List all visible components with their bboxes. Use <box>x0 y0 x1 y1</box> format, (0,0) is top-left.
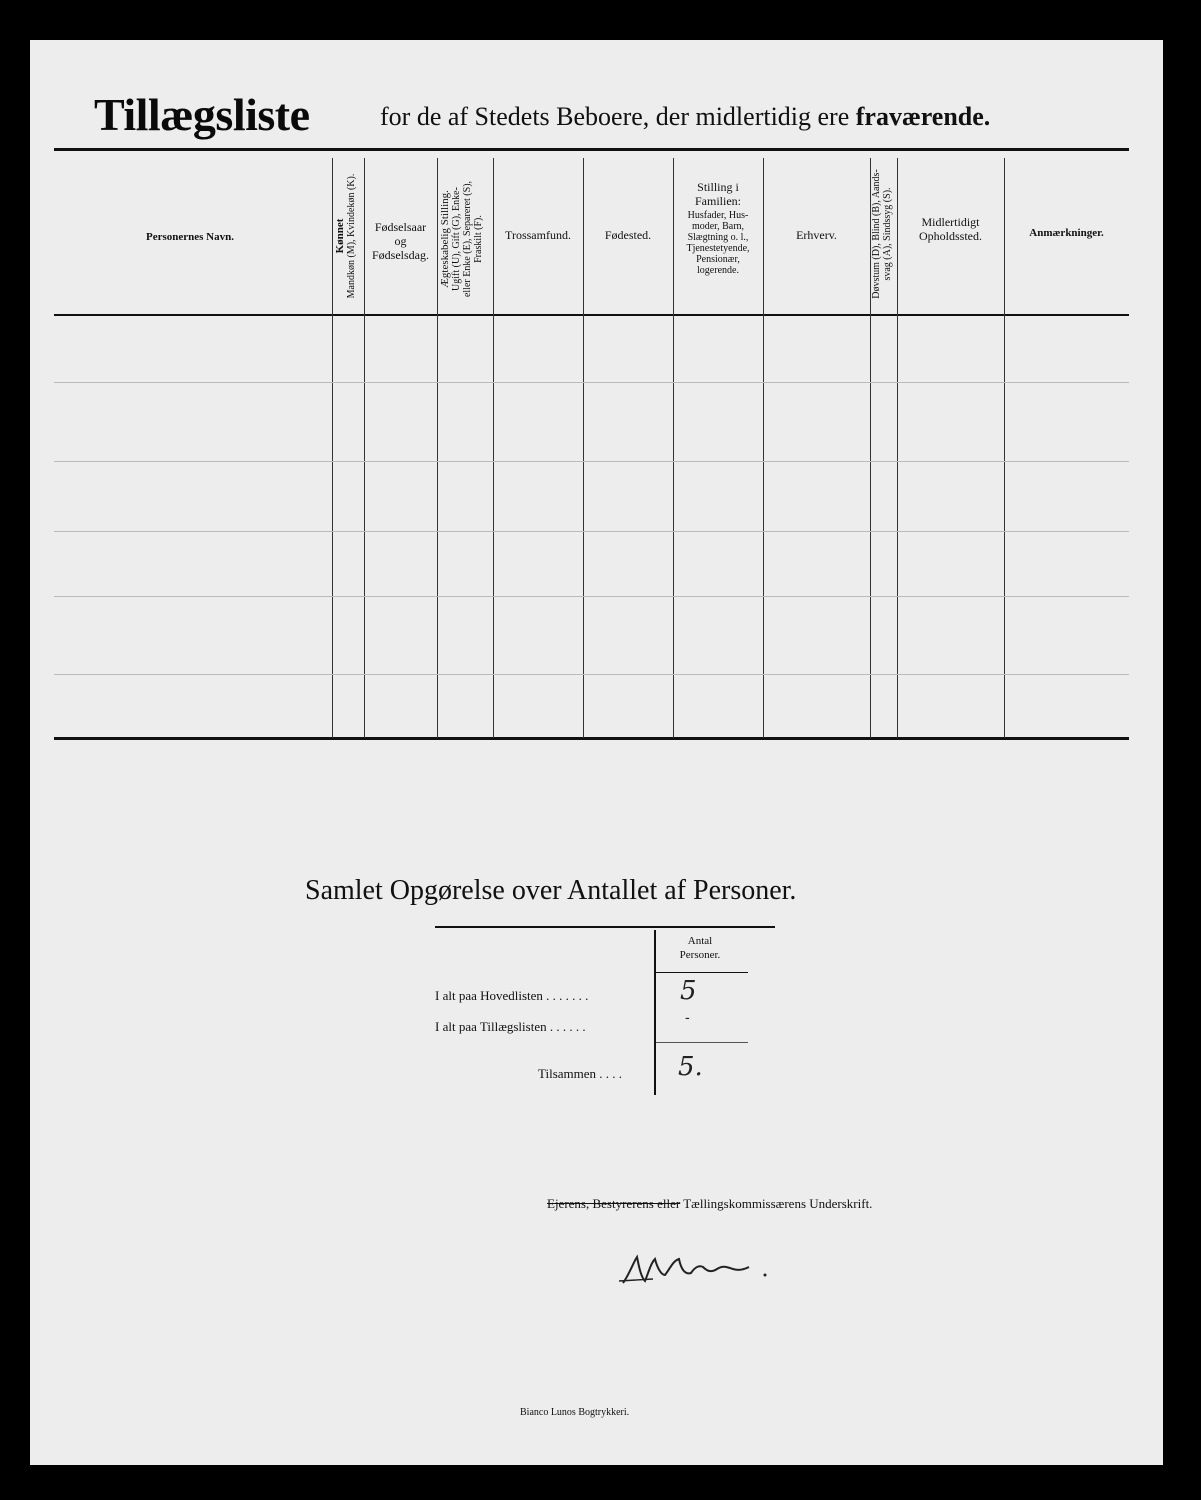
col-divider <box>897 158 898 738</box>
col-header-name: Personernes Navn. <box>146 231 234 243</box>
summary-col-header-line1: Antal <box>687 935 713 947</box>
col-header-marital-line4: Fraskilt (F). <box>473 215 484 263</box>
col-header-temp-residence <box>897 215 1004 243</box>
col-header-temp-line1: Midlertidigt <box>921 215 980 229</box>
summary-value-handwritten: 5. <box>678 1052 703 1082</box>
col-header-family-line6: Tjenestetyende, <box>686 243 750 254</box>
summary-col-header <box>658 934 742 962</box>
signature-caption <box>547 1196 872 1212</box>
col-divider <box>763 158 764 738</box>
col-header-birthplace: Fødested. <box>604 228 652 242</box>
table-row-line <box>54 461 1129 462</box>
summary-value-handwritten: - <box>685 1010 690 1026</box>
signature-caption-text: Tællingskommissærens Underskrift. <box>683 1196 873 1211</box>
summary-col-header-line2: Personer. <box>679 949 721 961</box>
col-divider <box>1004 158 1005 738</box>
col-divider <box>493 158 494 738</box>
col-header-disability-line1: Døvstum (D), Blind (B), Aands- <box>871 169 882 299</box>
col-header-disability <box>871 154 897 314</box>
col-header-gender <box>335 156 363 316</box>
form-subtitle-text: for de af Stedets Beboere, der midlertidig ere <box>380 102 850 131</box>
col-divider <box>332 158 333 738</box>
col-divider <box>583 158 584 738</box>
col-header-marital-line3: eller Enke (E), Separeret (S), <box>462 180 473 298</box>
col-header-family-line2: Familien: <box>695 194 741 208</box>
printer-imprint: Bianco Lunos Bogtrykkeri. <box>520 1407 630 1418</box>
signature-struck-text: Ejerens, Bestyrerens eller <box>547 1196 681 1211</box>
summary-subtotal-rule <box>656 1042 748 1043</box>
form-title: Tillægsliste <box>94 89 310 140</box>
table-row-line <box>54 596 1129 597</box>
col-header-family-line4: moder, Barn, <box>691 221 745 232</box>
form-subtitle-bold: fraværende. <box>855 102 991 131</box>
col-header-occupation: Erhverv. <box>796 228 837 242</box>
table-header-rule <box>54 314 1129 316</box>
col-header-family-line7: Pensionær, <box>696 254 740 265</box>
form-subtitle <box>380 102 990 132</box>
handwritten-signature <box>615 1245 785 1295</box>
table-top-rule <box>54 148 1129 151</box>
table-bottom-rule <box>54 737 1129 740</box>
col-header-family <box>673 180 763 276</box>
summary-row-label: I alt paa Tillægslisten . . . . . . <box>435 1019 586 1034</box>
table-row-line <box>54 531 1129 532</box>
col-header-disability-line2: svag (A), Sindssyg (S). <box>882 187 893 281</box>
col-header-marital-line1: Ægteskabelig Stilling. <box>439 190 451 288</box>
summary-top-rule <box>435 926 775 928</box>
col-header-gender-line2: Mandkøn (M), Kvindekøn (K). <box>346 173 357 299</box>
col-header-family-line3: Husfader, Hus- <box>687 210 749 221</box>
census-form-page <box>30 40 1163 1465</box>
col-header-temp-line2: Opholdssted. <box>919 229 982 243</box>
col-header-birth <box>364 220 437 262</box>
summary-row-label: Tilsammen . . . . <box>538 1066 623 1081</box>
col-header-birth-line1: Fødselsaar <box>374 220 427 234</box>
summary-title: Samlet Opgørelse over Antallet af Personer. <box>305 875 797 906</box>
summary-value-handwritten: 5 <box>680 976 697 1006</box>
summary-header-rule <box>656 972 748 973</box>
col-header-marital-line2: Ugift (U), Gift (G), Enke- <box>451 187 462 291</box>
col-header-religion: Trossamfund. <box>505 228 571 242</box>
col-header-family-line1: Stilling i <box>697 180 739 194</box>
table-row-line <box>54 674 1129 675</box>
summary-divider <box>654 930 656 1095</box>
table-row-line <box>54 382 1129 383</box>
col-header-gender-line1: Kønnet <box>334 218 346 254</box>
col-header-remarks: Anmærkninger. <box>1029 227 1104 239</box>
col-header-birth-line2: og <box>394 234 407 248</box>
summary-row-label: I alt paa Hovedlisten . . . . . . . <box>435 988 589 1003</box>
col-header-birth-line3: Fødselsdag. <box>372 248 429 262</box>
col-header-marital <box>440 159 490 319</box>
col-divider <box>437 158 438 738</box>
col-header-family-line8: logerende. <box>697 265 739 276</box>
col-header-family-line5: Slægtning o. l., <box>687 232 749 243</box>
